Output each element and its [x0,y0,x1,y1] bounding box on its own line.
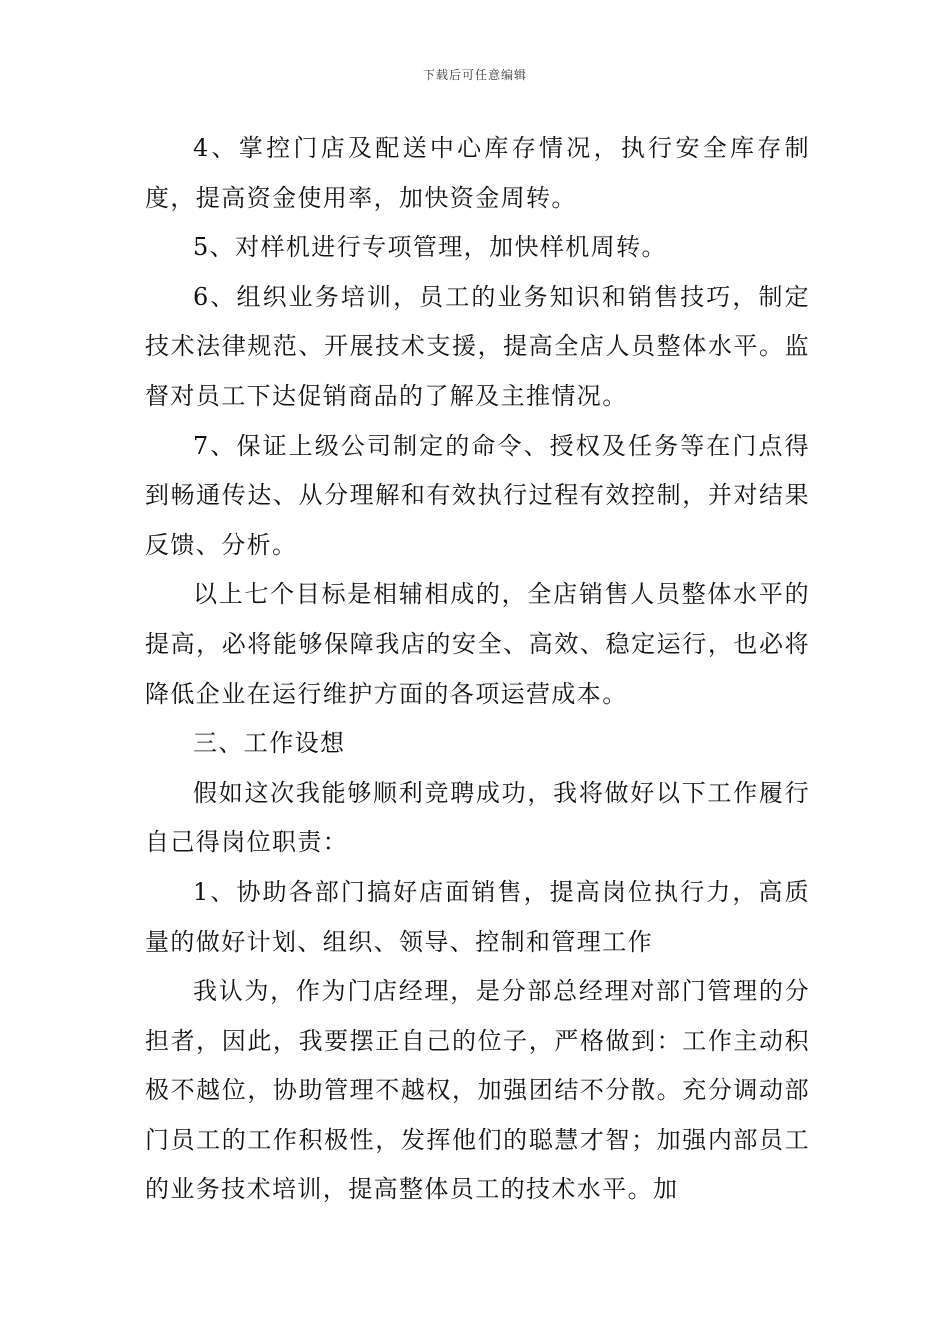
paragraph-item-6: 6、组织业务培训，员工的业务知识和销售技巧，制定技术法律规范、开展技术支援，提高全店人员整体水平。监督对员工下达促销商品的了解及主推情况。 [145,282,810,410]
document-body [145,124,810,1215]
page-header: 下载后可任意编辑 [422,68,527,82]
paragraph-opinion: 我认为，作为门店经理，是分部总经理对部门管理的分担者，因此，我要摆正自己的位子，严格做到：工作主动积极不越位，协助管理不越权，加强团结不分散。充分调动部门员工的工作积极性，发挥他们的聪慧才智；加强内部员工的业务技术培训，提高整体员工的技术水平。加 [145,977,810,1204]
paragraph-summary: 以上七个目标是相辅相成的，全店销售人员整体水平的提高，必将能够保障我店的安全、高效、稳定运行，也必将降低企业在运行维护方面的各项运营成本。 [145,580,810,708]
paragraph-item-7: 7、保证上级公司制定的命令、授权及任务等在门点得到畅通传达、从分理解和有效执行过程有效控制，并对结果反馈、分析。 [145,431,810,559]
paragraph-item-4: 4、掌控门店及配送中心库存情况，执行安全库存制度，提高资金使用率，加快资金周转。 [145,134,810,212]
paragraph-intro: 假如这次我能够顺利竞聘成功，我将做好以下工作履行自己得岗位职责： [145,778,810,857]
section-heading-work-plan: 三、工作设想 [193,729,346,758]
paragraph-plan-1: 1、协助各部门搞好店面销售，提高岗位执行力，高质量的做好计划、组织、领导、控制和管理工作 [145,877,810,956]
paragraph-item-5: 5、对样机进行专项管理，加快样机周转。 [193,233,667,262]
